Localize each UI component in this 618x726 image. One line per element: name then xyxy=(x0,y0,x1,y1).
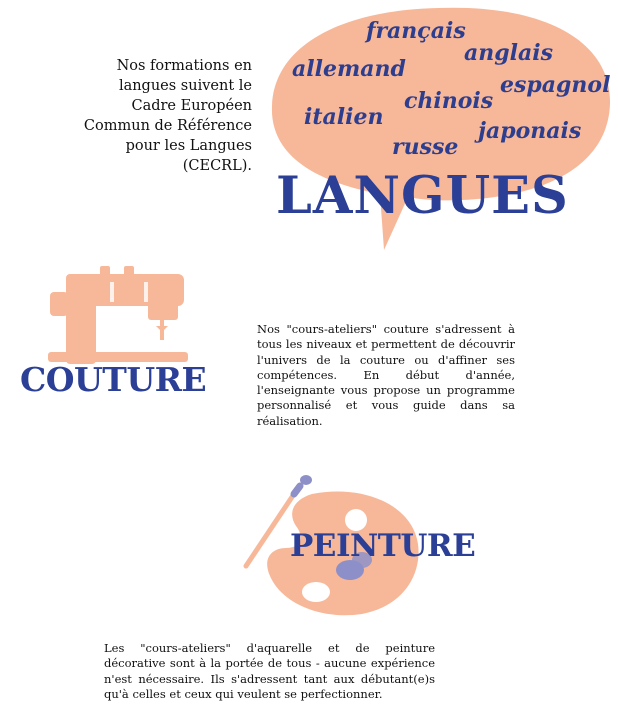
langues-intro-line: pour les Langues xyxy=(125,138,252,154)
language-word-espagnol: espagnol xyxy=(500,72,611,98)
language-word-anglais: anglais xyxy=(464,40,553,66)
language-word-francais: français xyxy=(366,18,466,44)
language-word-russe: russe xyxy=(392,134,459,160)
peinture-title: PEINTURE xyxy=(290,528,476,564)
langues-intro-line: Cadre Européen xyxy=(131,98,252,114)
langues-intro-line: langues suivent le xyxy=(118,78,252,94)
language-word-japonais: japonais xyxy=(478,118,582,144)
langues-intro-text xyxy=(60,56,252,176)
couture-description: Nos "cours-ateliers" couture s'adressent à tous les niveaux et permettent de découvrir l'univers de la couture ou d'affiner ses compétences. En début d'année, l'enseignante vous propose un programme personnalisé et vous guide dans sa réalisation. xyxy=(257,322,515,428)
couture-title: COUTURE xyxy=(20,360,207,399)
language-word-italien: italien xyxy=(304,104,384,130)
language-word-chinois: chinois xyxy=(404,88,494,114)
langues-title: LANGUES xyxy=(276,166,569,226)
langues-intro-line: Nos formations en xyxy=(116,58,252,74)
langues-intro-line: Commun de Référence xyxy=(83,118,252,134)
langues-intro-line: (CECRL). xyxy=(182,158,252,174)
language-word-allemand: allemand xyxy=(292,56,406,82)
peinture-description: Les "cours-ateliers" d'aquarelle et de peinture décorative sont à la portée de tous - aucune expérience n'est nécessaire. Ils s'adressent tant aux débutant(e)s qu'à celles et ceux qui veulent se perfectionner. xyxy=(104,641,435,701)
